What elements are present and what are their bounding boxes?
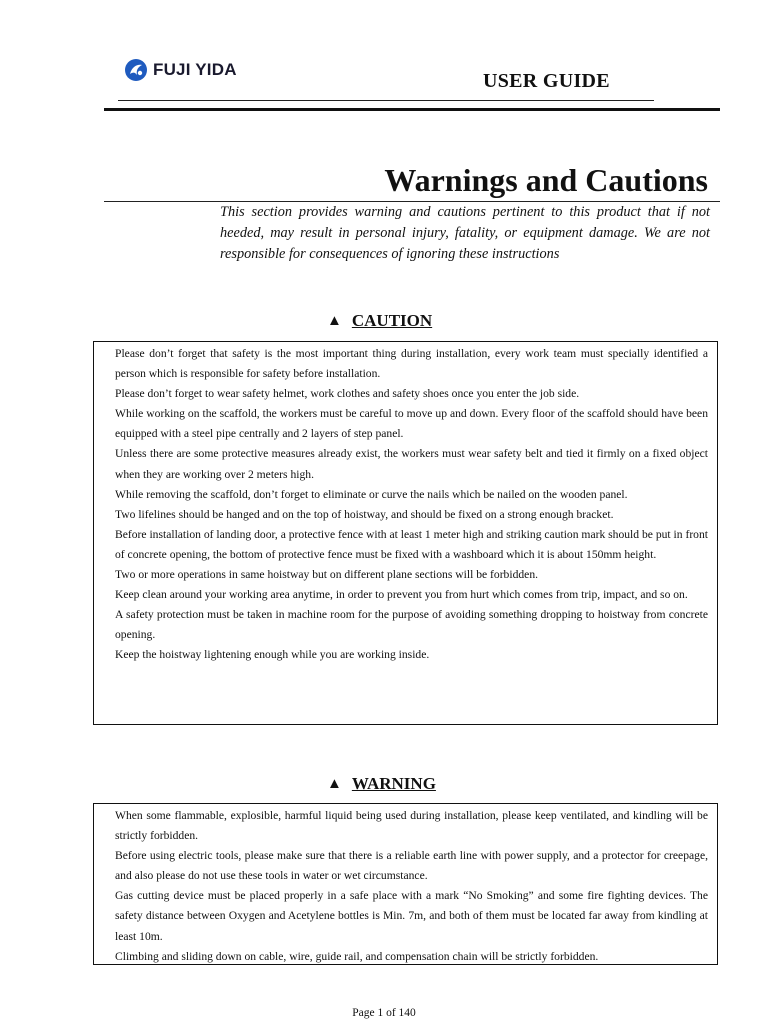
- caution-item: Unless there are some protective measures already exist, the workers must wear safety belt and tied it firmly on a fixed object when they are working over 2 meters high.: [115, 447, 708, 481]
- section-title: Warnings and Cautions: [384, 162, 708, 198]
- header-divider-thick: [104, 108, 720, 111]
- caution-item: Please don’t forget to wear safety helmet, work clothes and safety shoes once you enter the job side.: [115, 387, 580, 401]
- header-divider-thin: [118, 100, 654, 101]
- caution-item: Two or more operations in same hoistway but on different plane sections will be forbidden.: [115, 568, 539, 582]
- caution-item: A safety protection must be taken in machine room for the purpose of avoiding something dropping to hoistway from concrete opening.: [115, 608, 708, 642]
- document-header-title: USER GUIDE: [483, 70, 610, 92]
- fuji-yida-logo-icon: [124, 58, 148, 82]
- caution-label: CAUTION: [351, 311, 433, 330]
- brand-name: FUJI YIDA: [153, 60, 237, 79]
- section-intro: This section provides warning and cautions pertinent to this product that if not heeded, may result in personal injury, fatality, or equipment damage. We are not responsible for consequences of ignoring these instructions: [220, 204, 710, 262]
- caution-item: Before installation of landing door, a protective fence with at least 1 meter high and striking caution mark should be put in front of concrete opening, the bottom of protective fence must be fixed with a washboard which it is about 150mm height.: [115, 527, 708, 561]
- caution-triangle-icon: ▲: [327, 312, 342, 329]
- warning-label: WARNING: [351, 774, 436, 793]
- warning-triangle-icon: ▲: [327, 775, 342, 792]
- warning-box: [93, 803, 718, 965]
- caution-item: Keep the hoistway lightening enough while you are working inside.: [115, 648, 430, 662]
- caution-item: Two lifelines should be hanged and on the top of hoistway, and should be fixed on a strong enough bracket.: [115, 507, 614, 521]
- warning-item: Before using electric tools, please make sure that there is a reliable earth line with power supply, and a protector for creepage, and also please do not use these tools in water or wet circumstance.: [115, 849, 708, 883]
- caution-box: [93, 341, 718, 725]
- brand-logo: [124, 58, 237, 82]
- caution-item: While working on the scaffold, the workers must be careful to move up and down. Every floor of the scaffold should have been equipped with a steel pipe centrally and 2 layers of step panel.: [115, 407, 708, 441]
- caution-item: While removing the scaffold, don’t forget to eliminate or curve the nails which be nailed on the wooden panel.: [115, 487, 628, 501]
- warning-item: When some flammable, explosible, harmful liquid being used during installation, please keep ventilated, and kindling will be strictly forbidden.: [115, 809, 708, 843]
- caution-heading: [327, 311, 432, 331]
- warning-item: Climbing and sliding down on cable, wire, guide rail, and compensation chain will be strictly forbidden.: [115, 949, 599, 963]
- warning-item: Gas cutting device must be placed properly in a safe place with a mark “No Smoking” and some fire fighting devices. The safety distance between Oxygen and Acetylene bottles is Min. 7m, and both of them must be located far away from kindling at least 10m.: [115, 889, 708, 943]
- warning-heading: [327, 774, 436, 794]
- page-number: Page 1 of 140: [352, 1007, 416, 1019]
- caution-item: Keep clean around your working area anytime, in order to prevent you from hurt which comes from trip, impact, and so on.: [115, 588, 688, 602]
- caution-item: Please don’t forget that safety is the most important thing during installation, every work team must specially identified a person which is responsible for safety before installation.: [115, 347, 708, 381]
